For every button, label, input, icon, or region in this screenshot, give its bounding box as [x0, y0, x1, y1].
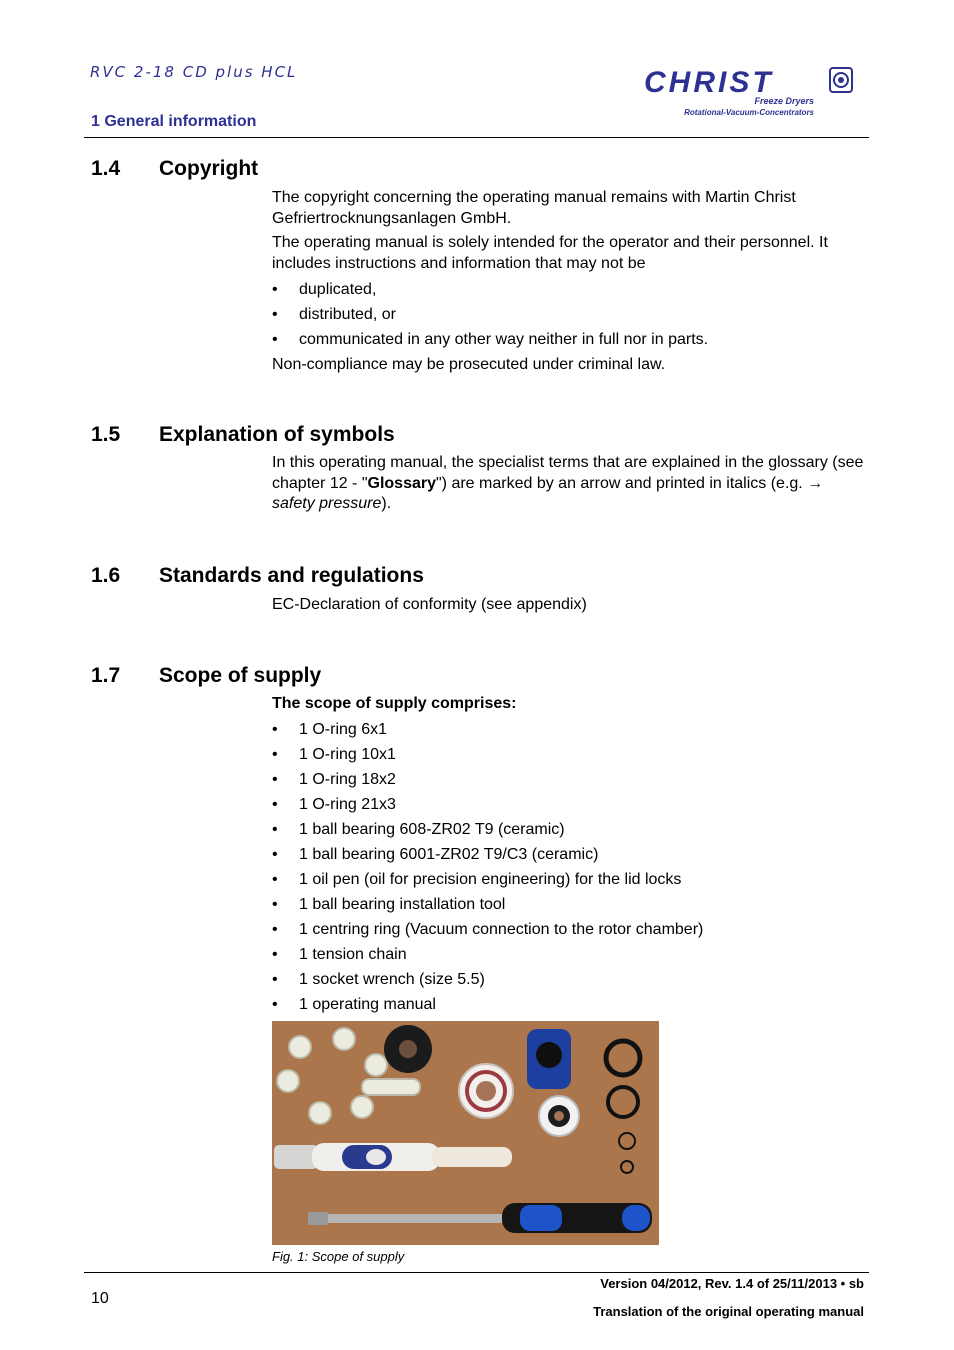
list-item: • 1 O-ring 21x3 — [272, 795, 396, 813]
model-name: RVC 2-18 CD plus HCL — [90, 63, 298, 81]
standards-body: EC-Declaration of conformity (see appendix) — [272, 596, 587, 613]
list-item: • 1 ball bearing 608-ZR02 T9 (ceramic) — [272, 820, 565, 838]
page-number: 10 — [91, 1290, 109, 1307]
centring-ring-image — [384, 1025, 432, 1073]
footer-translation: Translation of the original operating manual — [593, 1304, 864, 1319]
copyright-list — [272, 280, 867, 355]
header-rule — [84, 137, 869, 138]
logo-swirl-icon — [830, 68, 852, 92]
section-heading: 1 General information — [91, 113, 257, 130]
list-item: • 1 ball bearing installation tool — [272, 895, 506, 913]
installation-tool-image — [527, 1029, 571, 1089]
list-item: • 1 ball bearing 6001-ZR02 T9/C3 (ceramic) — [272, 845, 599, 863]
footer-rule — [84, 1272, 869, 1273]
list-item: • 1 centring ring (Vacuum connection to the rotor chamber) — [272, 920, 704, 938]
list-item: • distributed, or — [272, 306, 396, 323]
footer-version: Version 04/2012, Rev. 1.4 of 25/11/2013 • sb — [600, 1276, 864, 1291]
supply-intro: The scope of supply comprises: — [272, 695, 517, 712]
copyright-p1: The copyright concerning the operating manual remains with Martin Christ Gefriertrocknungsanlagen GmbH. — [272, 189, 796, 227]
supply-body — [272, 694, 867, 1020]
list-item: • 1 operating manual — [272, 995, 436, 1013]
list-item: • duplicated, — [272, 281, 377, 298]
supply-list — [272, 720, 867, 1020]
ball-bearing-small-image — [539, 1096, 579, 1136]
list-item: • communicated in any other way neither in full nor in parts. — [272, 331, 709, 348]
heading-standards: 1.6 Standards and regulations — [91, 564, 424, 587]
list-item: • 1 socket wrench (size 5.5) — [272, 970, 485, 988]
ball-bearing-large-image — [459, 1064, 513, 1118]
heading-symbols: 1.5 Explanation of symbols — [91, 423, 395, 446]
scope-of-supply-photo — [272, 1021, 659, 1245]
list-item: • 1 tension chain — [272, 945, 407, 963]
copyright-body — [272, 188, 867, 380]
copyright-p2: The operating manual is solely intended for the operator and their personnel. It includes instructions and information that may not be — [272, 234, 828, 272]
list-item: • 1 O-ring 18x2 — [272, 770, 396, 788]
logo-line2: Rotational-Vacuum-Concentrators — [684, 108, 814, 117]
list-item: • 1 O-ring 10x1 — [272, 745, 396, 763]
heading-supply: 1.7 Scope of supply — [91, 664, 322, 687]
logo-line1: Freeze Dryers — [754, 96, 814, 106]
christ-logo — [640, 60, 870, 120]
logo-wordmark: CHRIST — [644, 66, 774, 99]
copyright-p3: Non-compliance may be prosecuted under criminal law. — [272, 356, 666, 373]
symbols-body: In this operating manual, the specialist terms that are explained in the glossary (see chapter 12 - "Glossary") are marked by an arrow and printed in italics (e.g. → safety pressure). — [272, 454, 864, 512]
list-item: • 1 oil pen (oil for precision engineering) for the lid locks — [272, 870, 682, 888]
oil-pen-image — [274, 1143, 512, 1171]
figure-caption: Fig. 1: Scope of supply — [272, 1249, 405, 1264]
list-item: • 1 O-ring 6x1 — [272, 720, 388, 738]
heading-copyright: 1.4 Copyright — [91, 157, 259, 180]
